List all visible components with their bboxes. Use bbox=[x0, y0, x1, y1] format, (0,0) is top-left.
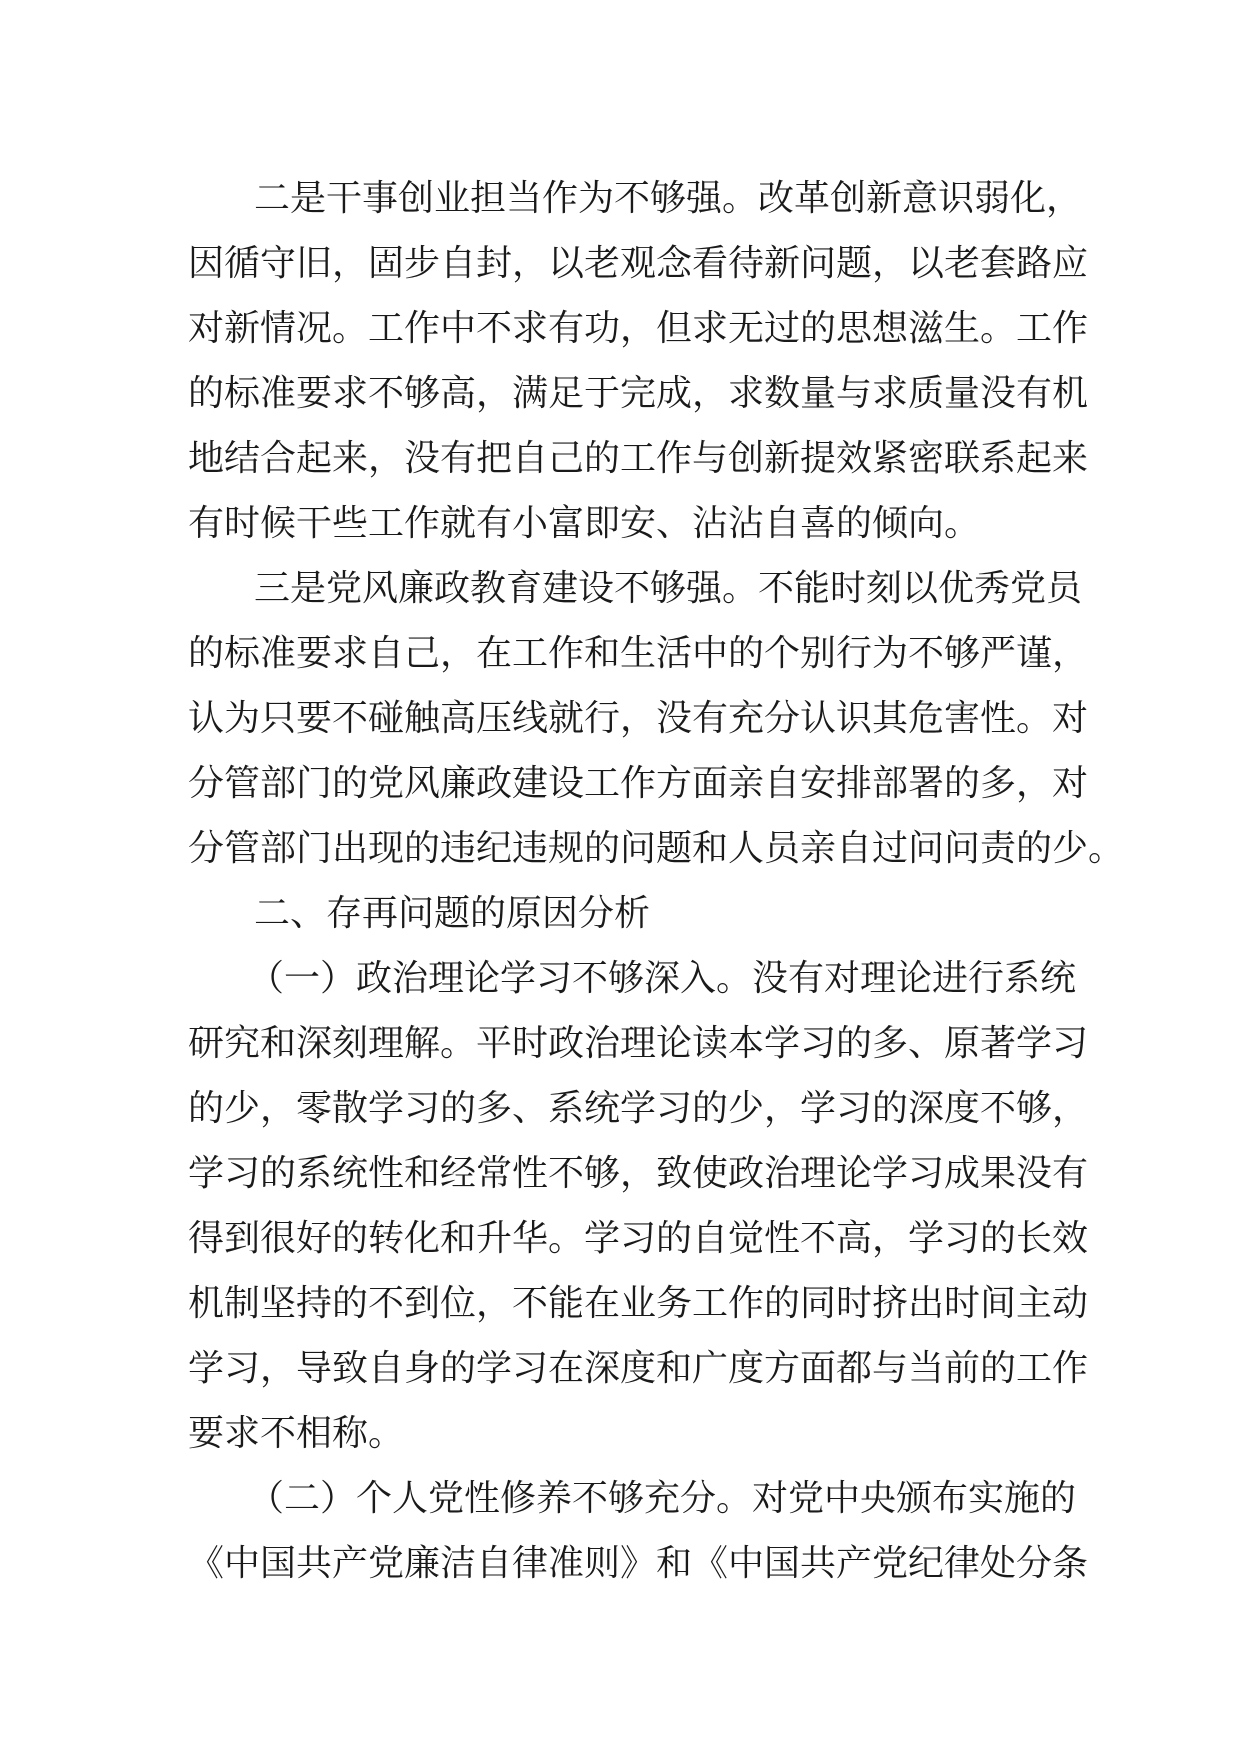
subsection-1-line-3: 的少，零散学习的多、系统学习的少，学习的深度不够， bbox=[188, 1088, 1089, 1129]
paragraph-2-line-3: 对新情况。工作中不求有功，但求无过的思想滋生。工作 bbox=[188, 308, 1089, 349]
subsection-1-line-8: 要求不相称。 bbox=[188, 1413, 405, 1454]
paragraph-3-line-1: 三是党风廉政教育建设不够强。不能时刻以优秀党员 bbox=[254, 568, 1083, 609]
subsection-2-line-1: （二）个人党性修养不够充分。对党中央颁布实施的 bbox=[248, 1478, 1077, 1519]
subsection-1-line-7: 学习，导致自身的学习在深度和广度方面都与当前的工作 bbox=[188, 1348, 1089, 1389]
subsection-1-line-2: 研究和深刻理解。平时政治理论读本学习的多、原著学习 bbox=[188, 1023, 1089, 1064]
paragraph-2-line-2: 因循守旧，固步自封，以老观念看待新问题，以老套路应 bbox=[188, 243, 1089, 284]
paragraph-2-line-5: 地结合起来，没有把自己的工作与创新提效紧密联系起来 bbox=[188, 438, 1089, 479]
subsection-1-line-4: 学习的系统性和经常性不够，致使政治理论学习成果没有 bbox=[188, 1153, 1089, 1194]
subsection-1-line-1: （一）政治理论学习不够深入。没有对理论进行系统 bbox=[248, 958, 1077, 999]
paragraph-2-line-4: 的标准要求不够高，满足于完成，求数量与求质量没有机 bbox=[188, 373, 1089, 414]
subsection-1-line-6: 机制坚持的不到位，不能在业务工作的同时挤出时间主动 bbox=[188, 1283, 1089, 1324]
subsection-1-line-5: 得到很好的转化和升华。学习的自觉性不高，学习的长效 bbox=[188, 1218, 1089, 1259]
document-body bbox=[188, 166, 1125, 1596]
paragraph-3-line-4: 分管部门的党风廉政建设工作方面亲自安排部署的多，对 bbox=[188, 763, 1089, 804]
section-heading: 二、存再问题的原因分析 bbox=[254, 893, 651, 934]
paragraph-3-line-2: 的标准要求自己，在工作和生活中的个别行为不够严谨， bbox=[188, 633, 1089, 674]
paragraph-3-line-5: 分管部门出现的违纪违规的问题和人员亲自过问问责的少。 bbox=[188, 828, 1125, 869]
paragraph-2-line-6: 有时候干些工作就有小富即安、沾沾自喜的倾向。 bbox=[188, 503, 981, 544]
paragraph-3-line-3: 认为只要不碰触高压线就行，没有充分认识其危害性。对 bbox=[188, 698, 1089, 739]
paragraph-2-line-1: 二是干事创业担当作为不够强。改革创新意识弱化， bbox=[254, 178, 1083, 219]
subsection-2-line-2: 《中国共产党廉洁自律准则》和《中国共产党纪律处分条 bbox=[188, 1543, 1089, 1584]
